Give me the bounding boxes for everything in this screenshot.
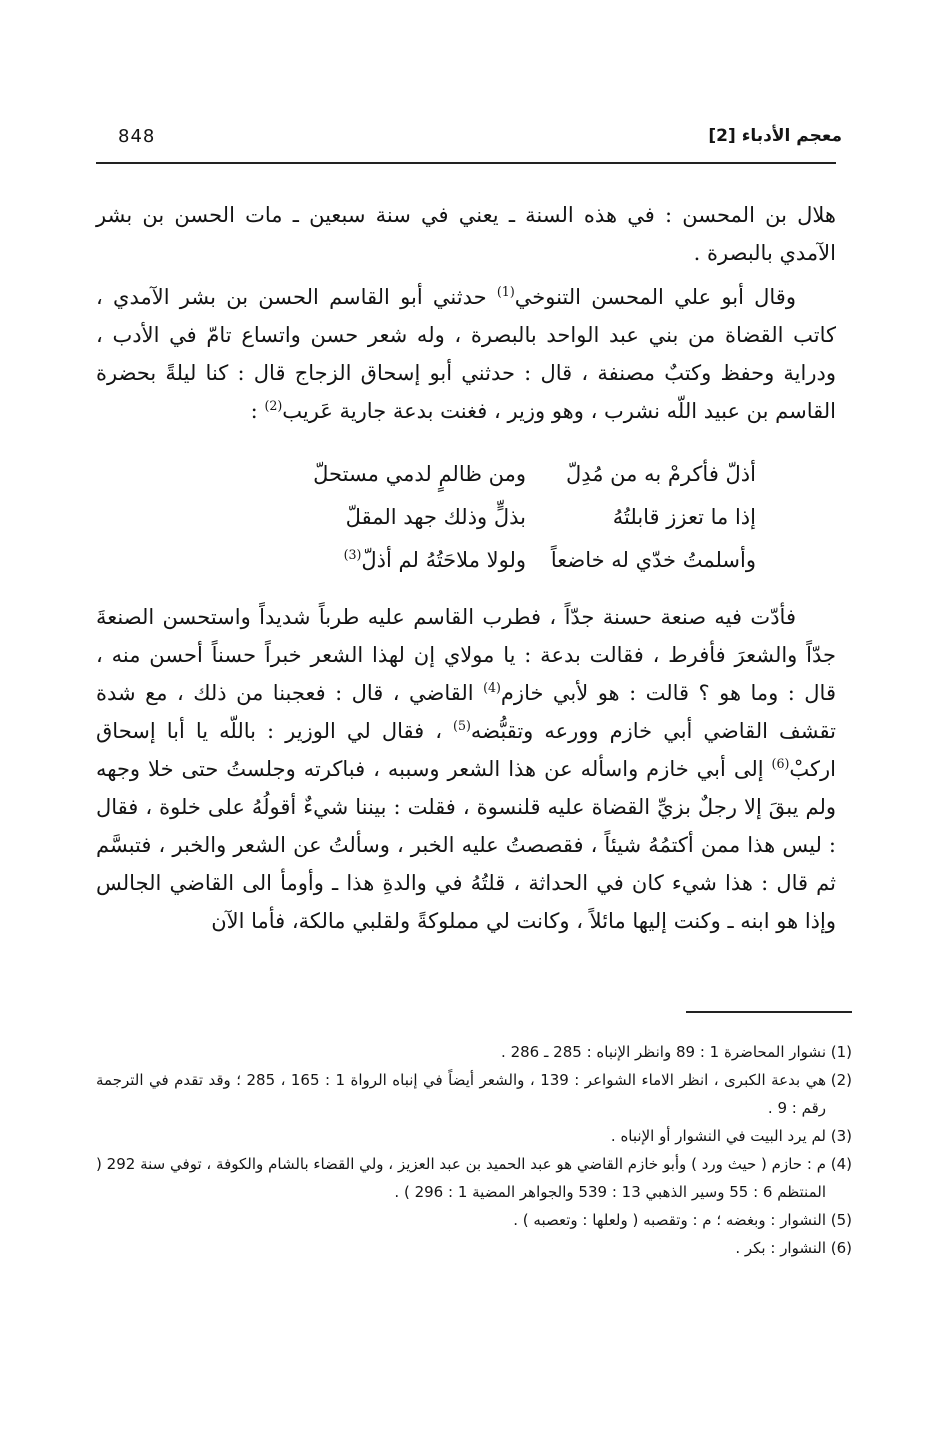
- footnote: [96, 1234, 852, 1262]
- verse-first-hemistich: إذا ما تعزز قابلتُهُ: [612, 504, 756, 529]
- footnote-ref-4: (4): [483, 680, 501, 695]
- footnote-number: (6): [830, 1239, 852, 1257]
- footnote-separator: [686, 1011, 852, 1013]
- footnote-text: النشوار : بكر .: [735, 1239, 826, 1257]
- footnote: [96, 1206, 852, 1234]
- poem-verse: [96, 495, 836, 538]
- verse-second-hemistich: [96, 548, 526, 572]
- footnote: [96, 1066, 852, 1122]
- footnote-text: لم يرد البيت في النشوار أو الإنباه .: [610, 1127, 826, 1145]
- footnote-ref-6: (6): [771, 756, 790, 771]
- running-title: معجم الأدباء [2]: [708, 126, 842, 146]
- footnote-number: (3): [830, 1127, 852, 1145]
- paragraph-3-part-b: القاضي ، قال : فعجبنا من ذلك ، مع شدة تقشف القاضي أبي خازم وورعه وتقبُّضه: [96, 681, 836, 743]
- paragraph-2-part-a: وقال أبو علي المحسن التنوخي: [514, 285, 796, 309]
- paragraph-2-part-b: حدثني أبو القاسم الحسن بن بشر الآمدي ، كاتب القضاة من بني عبد الواحد بالبصرة ، وله شعر حسن واتساع تامّ في الأدب ، ودراية وحفظ وكتبٌ مصنفة ، قال : حدثني أبو إسحاق الزجاج قال : كنا ليلةً بحضرة القاسم بن عبيد اللّه نشرب ، وهو وزير ، فغنت بدعة جارية عَريب: [96, 285, 836, 423]
- footnote-text: نشوار المحاضرة 1 : 89 وانظر الإنباه : 285 ـ 286 .: [501, 1043, 826, 1061]
- main-text-top: [96, 196, 836, 430]
- poem: [96, 452, 836, 581]
- verse-first-hemistich: وأسلمتُ خدّي له خاضعاً: [550, 547, 756, 572]
- paragraph-3-part-c: ، فقال لي الوزير : باللّه يا أبا إسحاق اركبْ: [96, 719, 836, 781]
- footnote-ref-2: (2): [264, 398, 283, 413]
- page-number: 848: [118, 126, 156, 147]
- footnote-number: (1): [830, 1043, 852, 1061]
- verse-second-hemistich-text: ولولا ملاحَتُهُ لم أذلّ: [361, 547, 526, 572]
- footnote-ref-3: (3): [343, 546, 362, 562]
- paragraph-2: [96, 278, 836, 430]
- footnote-number: (2): [830, 1071, 852, 1089]
- paragraph-3: [96, 598, 836, 940]
- footnote: [96, 1122, 852, 1150]
- footnote-text: هي بدعة الكبرى ، انظر الاماء الشواعر : 139 ، والشعر أيضاً في إنباه الرواة 1 : 165 ، 285 ؛ وقد تقدم في الترجمة رقم : 9 .: [96, 1071, 826, 1117]
- paragraph-1: هلال بن المحسن : في هذه السنة ـ يعني في سنة سبعين ـ مات الحسن بن بشر الآمدي بالبصرة .: [96, 203, 836, 265]
- footnote-number: (4): [830, 1155, 852, 1173]
- footnote-number: (5): [830, 1211, 852, 1229]
- main-text-bottom: [96, 598, 836, 940]
- footnote: [96, 1150, 852, 1206]
- paragraph-3-part-a: فأدّت فيه صنعة حسنة جدّاً ، فطرب القاسم عليه طرباً شديداً واستحسن الصنعةَ جدّاً والشعرَ فأفرط ، فقالت بدعة : يا مولاي إن لهذا الشعر خبراً حسناً أحسن منه ، قال : وما هو ؟ قالت : هو لأبي خازم: [96, 605, 836, 705]
- header-rule: [96, 162, 836, 164]
- paragraph-3-part-d: إلى أبي خازم واسأله عن هذا الشعر وسببه ، فباكرته وجلستُ حتى خلا وجهه ولم يبقَ إلا رجلٌ بزيِّ القضاة عليه قلنسوة ، فقلت : بيننا شيءٌ أقولُهُ على خلوة ، فقال : ليس هذا ممن أكتمُهُ شيئاً ، فقصصتُ عليه الخبر ، وسألتُ عن الشعر والخبر ، فتبسَّم ثم قال : هذا شيء كان في الحداثة ، قلتُهُ في والدةِ هذا ـ وأومأ الى القاضي الجالس وإذا هو ابنه ـ وكنت إليها مائلاً ، وكانت لي مملوكةً ولقلبي مالكة، فأما الآن: [96, 757, 836, 933]
- footnote-ref-1: (1): [496, 284, 515, 299]
- footnote: [96, 1038, 852, 1066]
- footnote-text: النشوار : وبغضه ؛ م : وتقصبه ( ولعلها : وتعصبه ) .: [513, 1211, 826, 1229]
- poem-verse: [96, 452, 836, 495]
- footnote-ref-5: (5): [453, 718, 471, 733]
- verse-first-hemistich: أذلّ فأكرمْ به من مُدِلّ: [565, 461, 756, 486]
- footnotes: [96, 1038, 852, 1262]
- footnote-text: م : حازم ( حيث ورد ) وأبو خازم القاضي هو عبد الحميد بن عبد العزيز ، ولي القضاء بالشام والكوفة ، توفي سنة 292 ( المنتظم 6 : 55 وسير الذهبي 13 : 539 والجواهر المضية 1 : 296 ) .: [96, 1155, 826, 1201]
- paragraph-2-part-c: :: [250, 399, 265, 423]
- verse-second-hemistich: ومن ظالمٍ لدمي مستحلّ: [313, 461, 526, 486]
- poem-verse: [96, 538, 836, 581]
- verse-second-hemistich: بذلٍّ وذلك جهد المقلّ: [345, 504, 526, 529]
